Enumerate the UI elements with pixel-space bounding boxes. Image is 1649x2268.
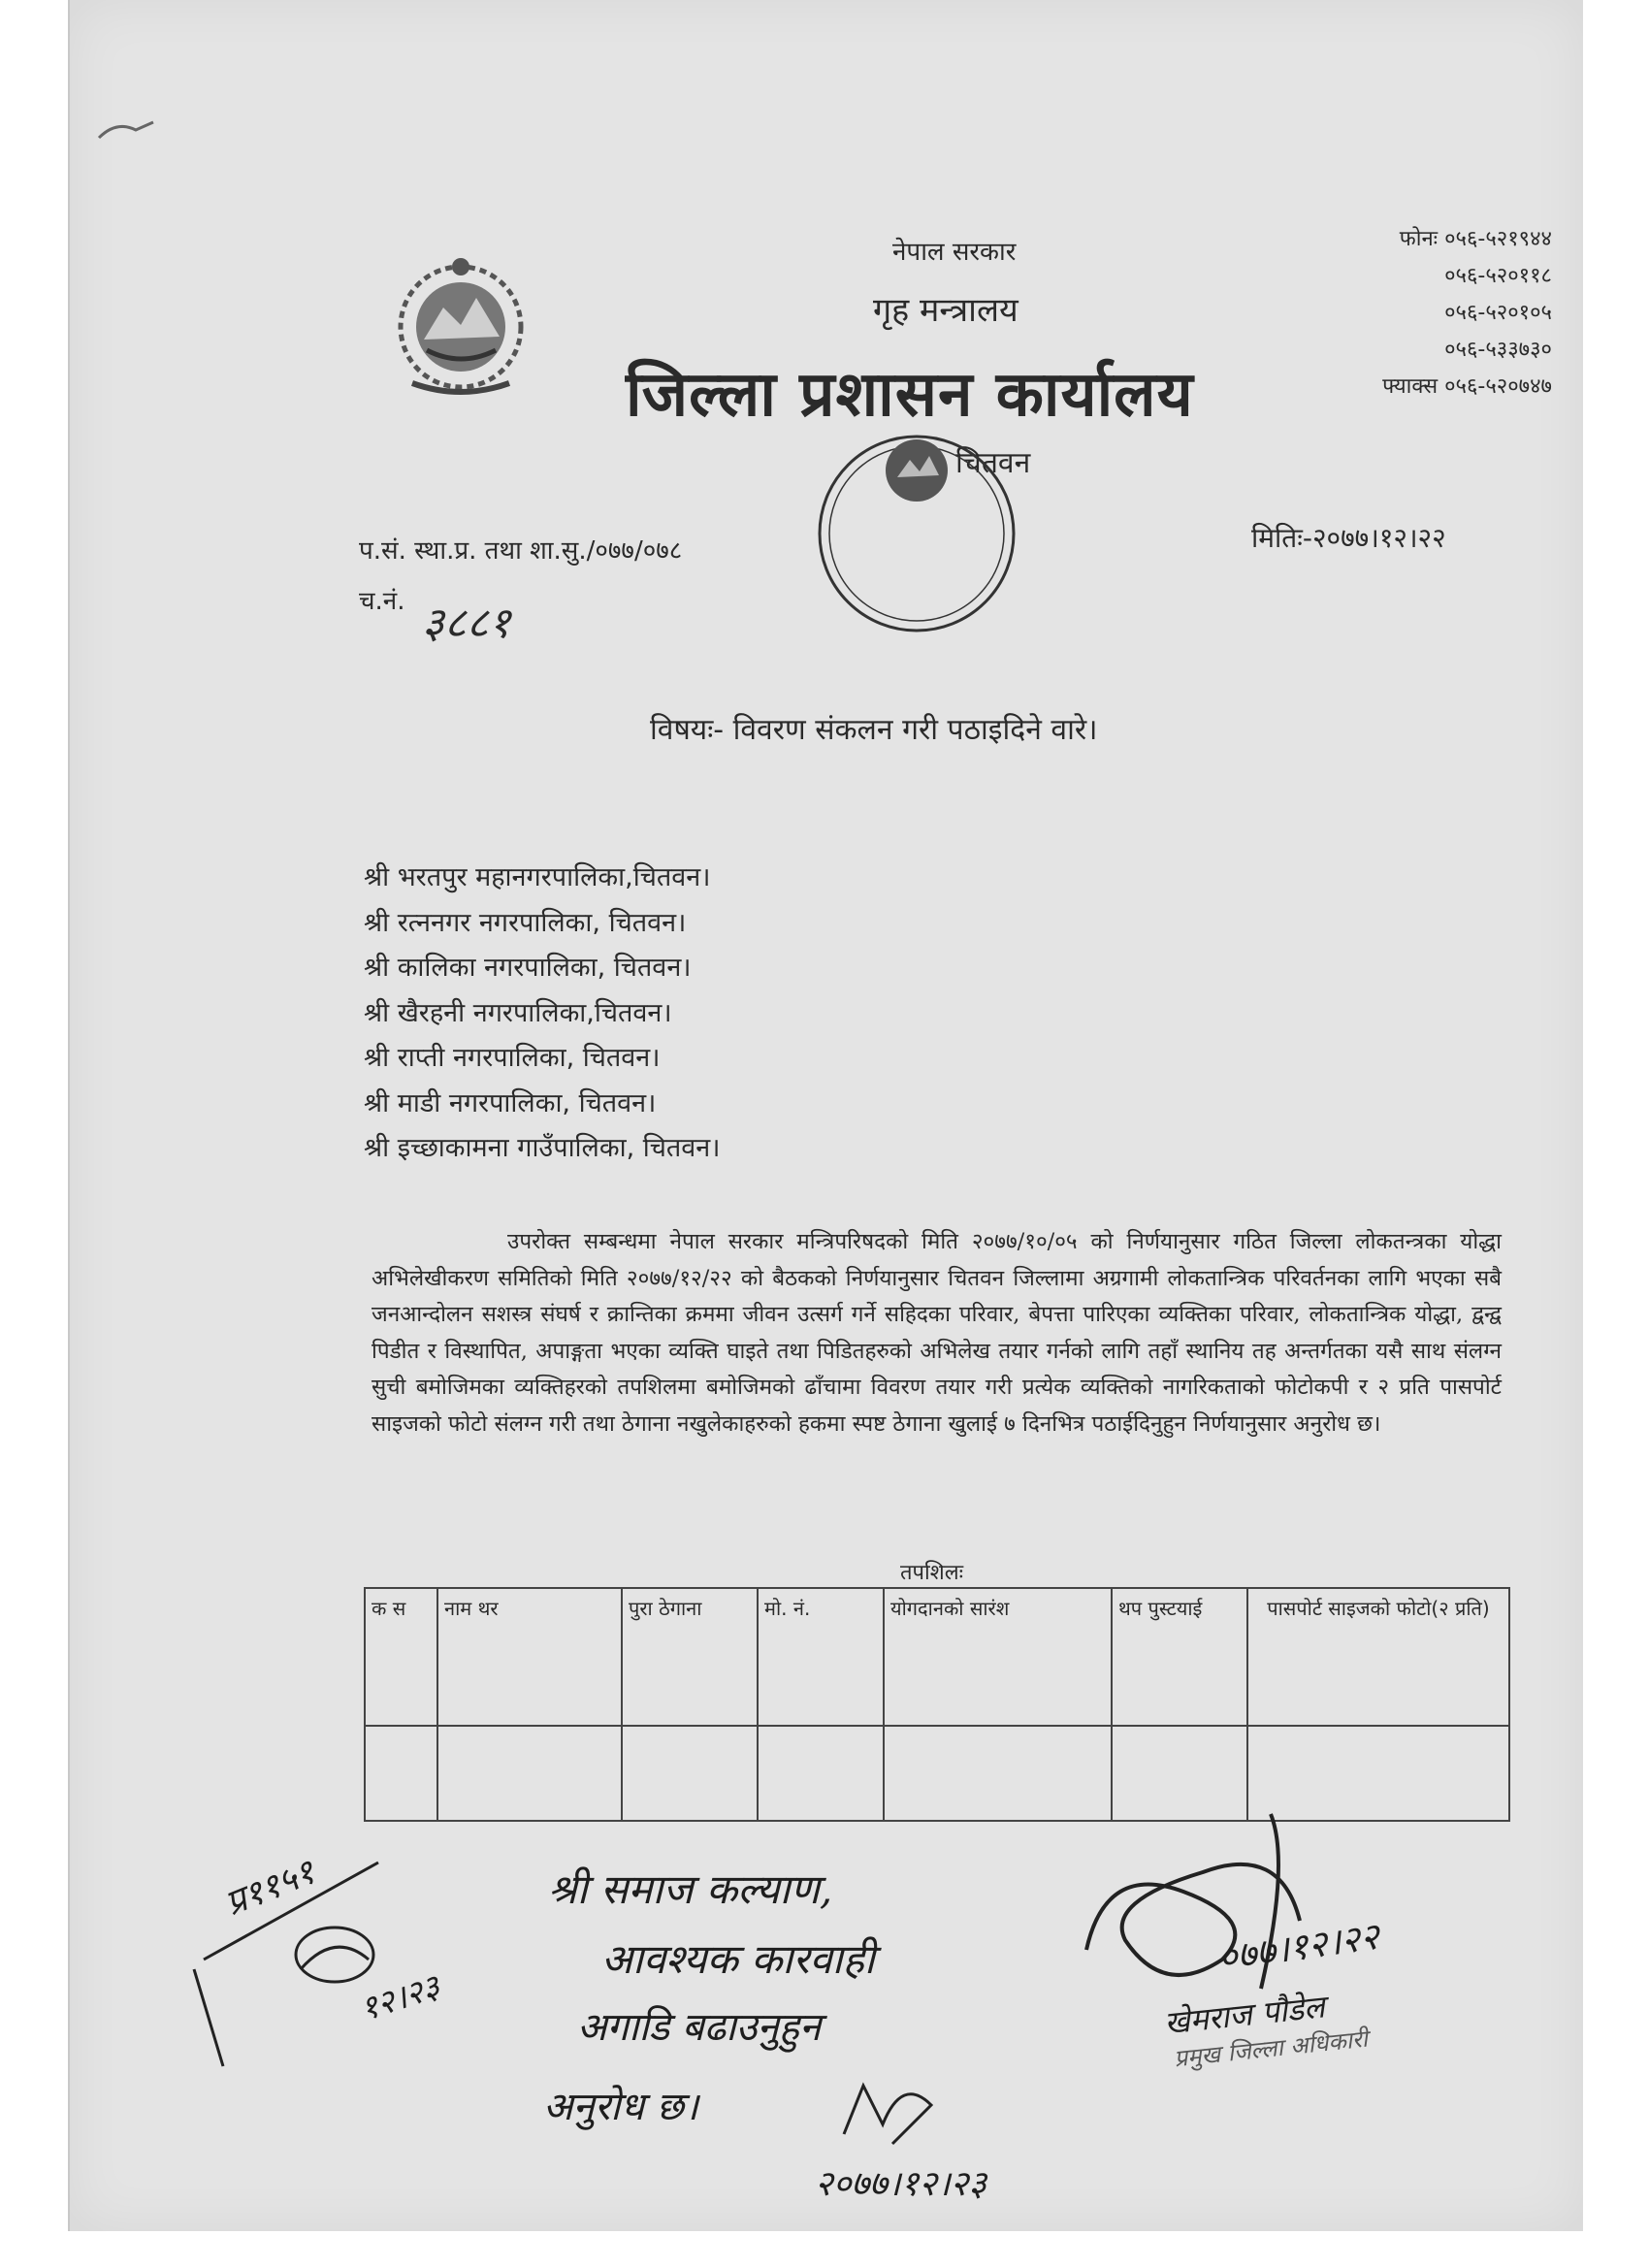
officer-name-stamp: खेमराज पौडेल bbox=[1162, 1988, 1327, 2042]
handwritten-minute-line: अगाडि बढाउनुहुन bbox=[577, 2005, 822, 2050]
handwritten-registration-date: १२।२३ bbox=[355, 1966, 445, 2029]
table-header-row bbox=[365, 1588, 1509, 1726]
dispatch-number: ३८८१ bbox=[422, 599, 511, 648]
government-name: नेपाल सरकार bbox=[892, 238, 1017, 267]
table-cell bbox=[437, 1726, 622, 1821]
phone-number: ०५६-५२०१०५ bbox=[1444, 301, 1552, 325]
dispatch-number-label: च.नं. bbox=[359, 587, 405, 616]
addressee: श्री राप्ती नगरपालिका, चितवन। bbox=[364, 1043, 661, 1073]
addressee: श्री कालिका नगरपालिका, चितवन। bbox=[364, 953, 692, 983]
table-cell bbox=[622, 1726, 758, 1821]
column-header-photo: पासपोर्ट साइजको फोटो(२ प्रति) bbox=[1247, 1588, 1509, 1726]
addressee: श्री खैरहनी नगरपालिका,चितवन। bbox=[364, 997, 672, 1028]
handwritten-minute-line: अनुरोध छ। bbox=[543, 2085, 698, 2129]
addressee: श्री भरतपुर महानगरपालिका,चितवन। bbox=[364, 862, 711, 892]
column-header-contribution: योगदानको सारंश bbox=[884, 1588, 1112, 1726]
table-cell bbox=[365, 1726, 437, 1821]
phone-number: फोनः ०५६-५२१९४४ bbox=[1399, 227, 1552, 251]
officer-signature-icon bbox=[1067, 1804, 1348, 2008]
initial-signature-icon bbox=[286, 1911, 383, 1998]
file-reference-number: प.सं. स्था.प्र. तथा शा.सु./०७७/०७८ bbox=[359, 536, 683, 566]
details-label: तपशिलः bbox=[900, 1561, 964, 1585]
addressee-list bbox=[364, 856, 721, 1172]
contact-numbers bbox=[1358, 221, 1552, 405]
addressee: श्री इच्छाकामना गाउँपालिका, चितवन। bbox=[364, 1133, 721, 1163]
handwritten-minute-line: श्री समाज कल्याण, bbox=[548, 1865, 833, 1913]
phone-number: ०५६-५२०११८ bbox=[1444, 264, 1552, 288]
office-name: जिल्ला प्रशासन कार्यालय bbox=[626, 359, 1194, 431]
staple-mark bbox=[97, 116, 155, 146]
handwritten-registration-number: प्र११५१ bbox=[219, 1852, 321, 1925]
column-header-name: नाम थर bbox=[437, 1588, 622, 1726]
details-table bbox=[364, 1587, 1510, 1822]
fax-number: फ्याक्स ०५६-५२०७४७ bbox=[1382, 374, 1552, 399]
district-name: चितवन bbox=[955, 446, 1031, 480]
subject-line: विषयः- विवरण संकलन गरी पठाइदिने वारे। bbox=[650, 713, 1098, 747]
office-seal-stamp bbox=[805, 417, 1031, 650]
column-header-serial: क स bbox=[365, 1588, 437, 1726]
ministry-name: गृह मन्त्रालय bbox=[873, 291, 1018, 330]
addressee: श्री रत्ननगर नगरपालिका, चितवन। bbox=[364, 907, 687, 938]
minute-signature-icon bbox=[834, 2066, 941, 2154]
handwritten-minute-date: २०७७।१२।२३ bbox=[815, 2164, 987, 2204]
phone-number: ०५६-५३३७३० bbox=[1444, 338, 1552, 362]
officer-title-stamp: प्रमुख जिल्ला अधिकारी bbox=[1173, 2025, 1370, 2073]
addressee: श्री माडी नगरपालिका, चितवन। bbox=[364, 1087, 657, 1118]
column-header-mobile: मो. नं. bbox=[758, 1588, 884, 1726]
table-cell bbox=[758, 1726, 884, 1821]
signature-date: ०७७।१२।२२ bbox=[1214, 1914, 1382, 1980]
column-header-verification: थप पुस्टयाई bbox=[1112, 1588, 1247, 1726]
nepal-emblem-icon bbox=[383, 247, 538, 403]
letter-date: मितिः-२०७७।१२।२२ bbox=[1251, 522, 1446, 554]
letter-body: उपरोक्त सम्बन्धमा नेपाल सरकार मन्त्रिपरिषदको मिति २०७७/१०/०५ को निर्णयानुसार गठित जिल्ला लोकतन्त्रका योद्धा अभिलेखीकरण समितिको मिति २०७७/१२/२२ को बैठकको निर्णयानुसार चितवन जिल्लामा अग्रगामी लोकतान्त्रिक परिवर्तनका लागि भएका सबै जनआन्दोलन सशस्त्र संघर्ष र क्रान्तिका क्रममा जीवन उत्सर्ग गर्ने सहिदका परिवार, बेपत्ता पारिएका व्यक्तिका परिवार, लोकतान्त्रिक योद्धा, द्वन्द्व पिडीत र विस्थापित, अपाङ्गता भएका व्यक्ति घाइते तथा पिडितहरुको अभिलेख तयार गर्नको लागि तहाँ स्थानिय तह अन्तर्गतका यसै साथ संलग्न सुची बमोजिमका व्यक्तिहरको तपशिलमा बमोजिमको ढाँचामा विवरण तयार गरी प्रत्येक व्यक्तिको नागरिकताको फोटोकपी र २ प्रति पासपोर्ट साइजको फोटो संलग्न गरी तथा ठेगाना नखुलेकाहरुको हकमा स्पष्ट ठेगाना खुलाई ७ दिनभित्र पठाईदिनुहुन निर्णयानुसार अनुरोध छ। bbox=[372, 1229, 1502, 1437]
column-header-address: पुरा ठेगाना bbox=[622, 1588, 758, 1726]
handwritten-minute-line: आवश्यक कारवाही bbox=[601, 1935, 875, 1983]
